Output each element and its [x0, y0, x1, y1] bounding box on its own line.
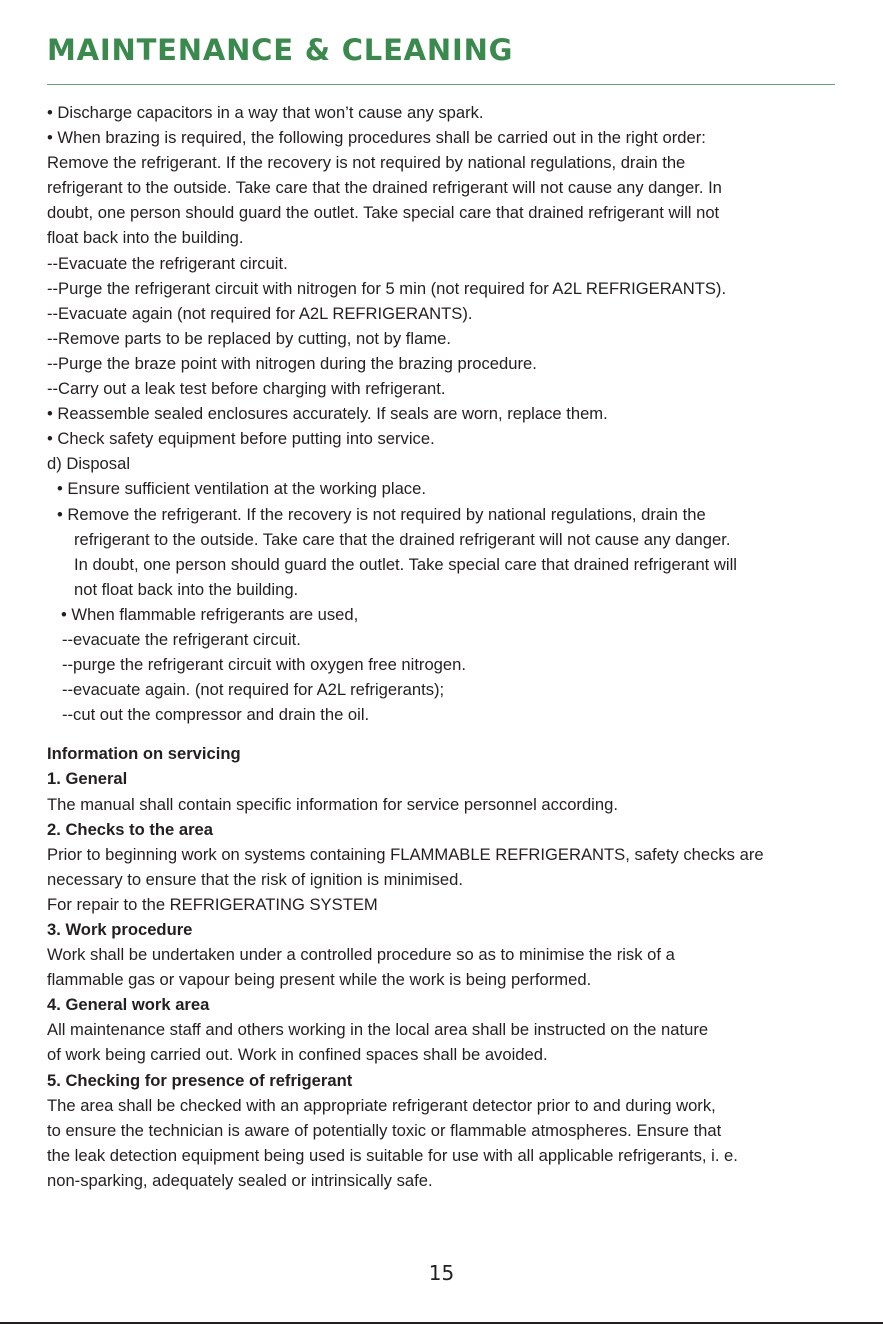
body-line: Prior to beginning work on systems containing FLAMMABLE REFRIGERANTS, safety checks are — [47, 844, 764, 864]
body-line: --Evacuate again (not required for A2L REFRIGERANTS). — [47, 303, 473, 323]
body-line: --Purge the braze point with nitrogen during the brazing procedure. — [47, 353, 537, 373]
body-line: the leak detection equipment being used is suitable for use with all applicable refrigerants, i. e. — [47, 1145, 738, 1165]
section-heading: 2. Checks to the area — [47, 819, 214, 839]
body-line: • Reassemble sealed enclosures accurately. If seals are worn, replace them. — [47, 404, 608, 424]
page-number: 15 — [428, 1261, 455, 1285]
page-title: MAINTENANCE & CLEANING — [47, 33, 514, 67]
section-heading: 1. General — [47, 769, 128, 789]
body-line: doubt, one person should guard the outlet. Take special care that drained refrigerant will not — [47, 203, 720, 223]
body-line: of work being carried out. Work in confined spaces shall be avoided. — [47, 1045, 548, 1065]
body-line: --evacuate the refrigerant circuit. — [62, 629, 301, 649]
body-line: • Check safety equipment before putting into service. — [47, 429, 435, 449]
body-line: --evacuate again. (not required for A2L refrigerants); — [62, 680, 445, 700]
body-line: Remove the refrigerant. If the recovery is not required by national regulations, drain the — [47, 153, 686, 173]
body-line: • Remove the refrigerant. If the recovery is not required by national regulations, drain the — [57, 504, 706, 524]
body-line: refrigerant to the outside. Take care that the drained refrigerant will not cause any danger. In — [47, 178, 722, 198]
body-line: non-sparking, adequately sealed or intrinsically safe. — [47, 1170, 433, 1190]
body-line: necessary to ensure that the risk of ignition is minimised. — [47, 869, 463, 889]
body-line: float back into the building. — [47, 228, 244, 248]
servicing-heading: Information on servicing — [47, 744, 241, 764]
body-line: not float back into the building. — [74, 579, 299, 599]
body-line: • When flammable refrigerants are used, — [61, 604, 359, 624]
body-line: --Purge the refrigerant circuit with nitrogen for 5 min (not required for A2L REFRIGERANTS). — [47, 278, 727, 298]
section-heading: 5. Checking for presence of refrigerant — [47, 1070, 353, 1090]
body-line: All maintenance staff and others working in the local area shall be instructed on the nature — [47, 1020, 709, 1040]
body-line: • Ensure sufficient ventilation at the working place. — [57, 479, 426, 499]
body-line: --Evacuate the refrigerant circuit. — [47, 253, 288, 273]
body-line: • Discharge capacitors in a way that won’t cause any spark. — [47, 103, 484, 122]
page-body — [47, 100, 847, 1193]
body-line: In doubt, one person should guard the outlet. Take special care that drained refrigerant will — [74, 554, 737, 574]
body-line: Work shall be undertaken under a controlled procedure so as to minimise the risk of a — [47, 945, 675, 965]
body-line: refrigerant to the outside. Take care that the drained refrigerant will not cause any danger. — [74, 529, 731, 549]
body-line: --Remove parts to be replaced by cutting, not by flame. — [47, 328, 451, 348]
body-line: For repair to the REFRIGERATING SYSTEM — [47, 894, 378, 914]
section-heading: 3. Work procedure — [47, 920, 193, 939]
body-line: --cut out the compressor and drain the oil. — [62, 705, 370, 725]
body-line: • When brazing is required, the following procedures shall be carried out in the right order: — [47, 128, 706, 148]
section-heading: 4. General work area — [47, 995, 210, 1015]
body-line: --purge the refrigerant circuit with oxygen free nitrogen. — [62, 655, 466, 675]
body-line: to ensure the technician is aware of potentially toxic or flammable atmospheres. Ensure that — [47, 1120, 722, 1140]
disposal-heading: d) Disposal — [47, 454, 131, 474]
body-line: flammable gas or vapour being present while the work is being performed. — [47, 970, 592, 990]
body-line: The area shall be checked with an appropriate refrigerant detector prior to and during work, — [47, 1095, 716, 1115]
section-gap — [47, 727, 847, 741]
body-line: The manual shall contain specific information for service personnel according. — [47, 794, 618, 814]
body-line: --Carry out a leak test before charging with refrigerant. — [47, 379, 446, 399]
title-divider — [47, 84, 835, 85]
